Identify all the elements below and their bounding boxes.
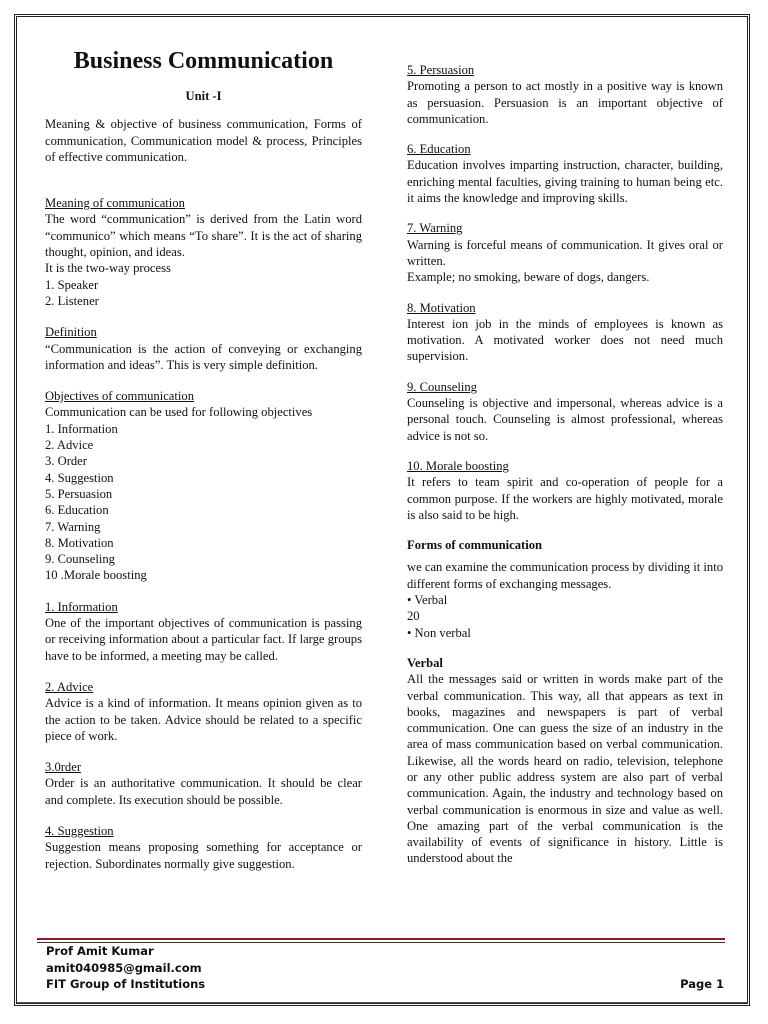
- objectives-section: [45, 388, 362, 584]
- suggestion-heading: 4. Suggestion: [45, 823, 114, 838]
- warning-heading: 7. Warning: [407, 221, 463, 236]
- suggestion-text: Suggestion means proposing something for acceptance or rejection. Subordinates normally give suggestion.: [45, 840, 362, 871]
- institution-name: FIT Group of Institutions: [46, 977, 206, 991]
- persuasion-section: [407, 62, 723, 127]
- advice-heading: 2. Advice: [45, 679, 94, 694]
- definition-text: “Communication is the action of conveying or exchanging information and ideas”. This is very simple definition.: [45, 341, 362, 372]
- list-item: 20: [407, 609, 420, 624]
- verbal-heading: Verbal: [407, 655, 443, 670]
- list-item: 10 .Morale boosting: [45, 568, 147, 583]
- verbal-text: All the messages said or written in words make part of the verbal communication. This way, all that appears as text in books, magazines and newspapers is part of verbal communication. One can guess the size of an industry in the area of mass communication based on verbal communication. Likewise, all the words heard on radio, television, telephone or any other public address system are also part of verbal communication. Again, the industry and technology based on verbal communication is enormous in size and value as well. One amazing part of the verbal communication is the availability of events of significance in history. Little is understood about the: [407, 672, 723, 866]
- list-item: • Non verbal: [407, 625, 471, 640]
- definition-section: [45, 324, 362, 373]
- persuasion-text: Promoting a person to act mostly in a positive way is known as persuasion. Persuasion is an important objective of communication.: [407, 79, 723, 126]
- list-item: 3. Order: [45, 454, 87, 469]
- list-item: 2. Listener: [45, 293, 99, 308]
- definition-heading: Definition: [45, 325, 97, 340]
- meaning-heading: Meaning of communication: [45, 196, 185, 211]
- meaning-section: [45, 195, 362, 309]
- unit-intro: Meaning & objective of business communication, Forms of communication, Communication model & process, Principles of effective communication.: [45, 117, 362, 164]
- right-column: [407, 62, 723, 867]
- forms-heading: Forms of communication: [407, 538, 543, 553]
- motivation-text: Interest ion job in the minds of employees is known as motivation. A motivated worker does not need much supervision.: [407, 316, 723, 364]
- forms-text: we can examine the communication process by dividing it into different forms of exchanging messages.: [407, 560, 723, 591]
- list-item: 7. Warning: [45, 519, 101, 534]
- forms-section: [407, 537, 723, 641]
- suggestion-section: [45, 823, 362, 872]
- list-item: 6. Education: [45, 503, 109, 518]
- education-heading: 6. Education: [407, 142, 471, 157]
- advice-text: Advice is a kind of information. It means opinion given as to the action to be taken. Advice should be related to a specific piece of work.: [45, 696, 362, 743]
- document-title: Business Communication: [73, 48, 334, 74]
- warning-example: Example; no smoking, beware of dogs, dangers.: [407, 270, 650, 285]
- objectives-list: [45, 421, 362, 584]
- list-item: 1. Information: [45, 421, 118, 436]
- list-item: • Verbal: [407, 593, 448, 608]
- list-item: 1. Speaker: [45, 277, 99, 292]
- information-section: [45, 599, 362, 664]
- objectives-heading: Objectives of communication: [45, 389, 194, 404]
- warning-text: Warning is forceful means of communication. It gives oral or written.: [407, 237, 723, 268]
- bottom-rule: [17, 1002, 747, 1003]
- objectives-intro: Communication can be used for following objectives: [45, 405, 313, 420]
- footer: [46, 943, 724, 993]
- unit-label: Unit -I: [185, 89, 222, 103]
- order-heading: 3.0rder: [45, 760, 82, 775]
- morale-heading: 10. Morale boosting: [407, 458, 509, 473]
- education-section: [407, 141, 723, 206]
- left-column: [45, 46, 362, 887]
- list-item: 9. Counseling: [45, 552, 115, 567]
- information-heading: 1. Information: [45, 599, 118, 614]
- forms-list: [407, 592, 723, 641]
- meaning-text: The word “communication” is derived from the Latin word “communico” which means “To share”. It is the act of sharing thought, opinion, and ideas.: [45, 212, 362, 260]
- list-item: 4. Suggestion: [45, 470, 114, 485]
- list-item: 5. Persuasion: [45, 486, 113, 501]
- footer-rule-accent: [37, 938, 725, 940]
- counseling-section: [407, 379, 723, 444]
- list-item: 2. Advice: [45, 438, 94, 453]
- page-number: Page 1: [680, 977, 724, 991]
- advice-section: [45, 679, 362, 744]
- counseling-text: Counseling is objective and impersonal, whereas advice is a personal touch. Counseling is almost professional, whereas advice is not so.: [407, 396, 723, 443]
- persuasion-heading: 5. Persuasion: [407, 63, 475, 77]
- motivation-section: [407, 300, 723, 365]
- education-text: Education involves imparting instruction, character, building, enriching mental faculties, giving training to human being etc. it aims the knowledge and improving skills.: [407, 158, 723, 206]
- warning-section: [407, 220, 723, 285]
- morale-section: [407, 458, 723, 523]
- counseling-heading: 9. Counseling: [407, 379, 477, 394]
- meaning-list: [45, 277, 362, 310]
- meaning-line: It is the two-way process: [45, 261, 171, 276]
- order-text: Order is an authoritative communication. It should be clear and complete. Its execution should be possible.: [45, 776, 362, 807]
- motivation-heading: 8. Motivation: [407, 300, 476, 315]
- author-name: Prof Amit Kumar: [46, 944, 154, 958]
- list-item: 8. Motivation: [45, 535, 114, 550]
- morale-text: It refers to team spirit and co-operation of people for a common purpose. If the workers are highly motivated, morale is also said to be high.: [407, 475, 723, 522]
- information-text: One of the important objectives of communication is passing or receiving information about a particular fact. If large groups have to be informed, a meeting may be called.: [45, 616, 362, 663]
- author-email: amit040985@gmail.com: [46, 960, 202, 975]
- order-section: [45, 759, 362, 808]
- verbal-section: [407, 655, 723, 867]
